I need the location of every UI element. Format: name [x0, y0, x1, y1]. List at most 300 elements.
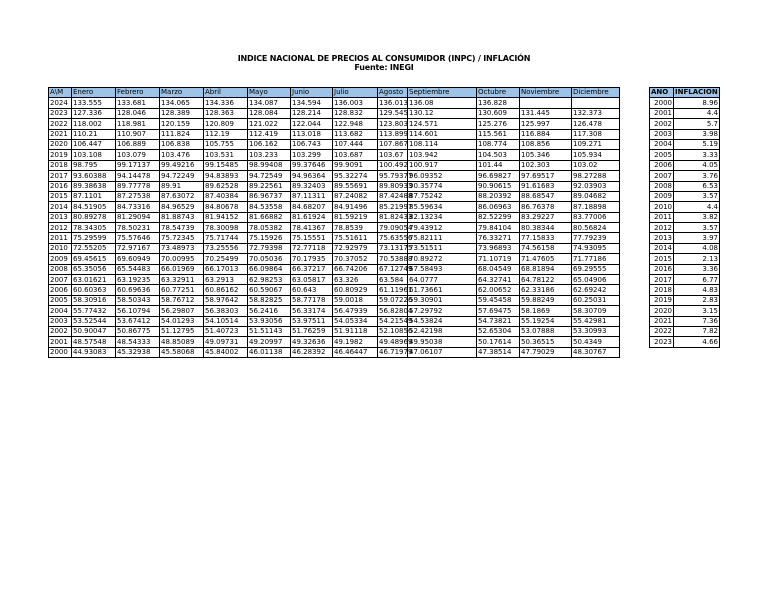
table-cell: 112.419	[248, 129, 291, 139]
table-cell: 70.89272	[408, 254, 477, 264]
table-row	[650, 150, 720, 160]
table-cell: 84.73316	[116, 202, 160, 212]
table-cell: 101.44	[477, 160, 520, 170]
table-cell: 125.997	[520, 119, 572, 129]
table-cell: 49.20997	[248, 337, 291, 347]
table-cell: 92.03903	[572, 181, 620, 191]
table-cell: 95.32274	[333, 171, 378, 181]
table-cell: 74.56158	[520, 243, 572, 253]
table-cell: 106.162	[248, 139, 291, 149]
table-cell: 114.601	[408, 129, 477, 139]
table-cell: 50.17614	[477, 337, 520, 347]
table-row	[49, 337, 620, 347]
row-year-cell: 2011	[650, 212, 674, 222]
row-year-cell: 2000	[49, 347, 72, 357]
table-cell: 57.29792	[408, 306, 477, 316]
table-cell: 108.774	[477, 139, 520, 149]
table-cell: 73.96893	[477, 243, 520, 253]
table-row	[49, 202, 620, 212]
table-cell: 98.27288	[572, 171, 620, 181]
table-cell: 78.50231	[116, 223, 160, 233]
table-cell: 58.30916	[72, 295, 116, 305]
table-cell: 64.78122	[520, 275, 572, 285]
table-cell: 69.60949	[116, 254, 160, 264]
table-cell: 57.69475	[477, 306, 520, 316]
table-cell: 99.49216	[160, 160, 204, 170]
table-cell: 100.917	[408, 160, 477, 170]
row-year-cell: 2009	[49, 254, 72, 264]
table-row	[49, 139, 620, 149]
column-header: Junio	[291, 88, 333, 98]
table-cell: 63.01621	[72, 275, 116, 285]
table-row	[49, 285, 620, 295]
table-cell: 99.15485	[204, 160, 248, 170]
table-cell: 3.98	[674, 129, 720, 139]
row-year-cell: 2021	[650, 316, 674, 326]
table-cell: 73.13175	[379, 244, 413, 253]
table-cell: 3.76	[674, 171, 720, 181]
table-cell: 87.18898	[572, 202, 620, 212]
table-cell: 2.13	[674, 254, 720, 264]
table-cell: 53.52544	[72, 316, 116, 326]
table-cell: 81.82433	[379, 213, 413, 222]
row-year-cell: 2004	[650, 139, 674, 149]
table-cell: 87.27538	[116, 191, 160, 201]
table-cell: 48.54333	[116, 337, 160, 347]
table-cell: 59.88249	[520, 295, 572, 305]
row-year-cell: 2020	[650, 306, 674, 316]
row-year-cell: 2022	[650, 326, 674, 336]
table-cell: 79.43912	[408, 223, 477, 233]
row-year-cell: 2022	[49, 119, 72, 129]
table-cell: 72.92979	[333, 243, 378, 253]
table-cell: 85.59634	[408, 202, 477, 212]
table-cell: 134.065	[160, 98, 204, 108]
table-cell: 52.65304	[477, 326, 520, 336]
row-year-cell: 2021	[49, 129, 72, 139]
table-cell: 120.159	[160, 119, 204, 129]
table-row	[49, 171, 620, 181]
table-cell: 136.08	[408, 98, 477, 108]
table-cell: 72.55205	[72, 243, 116, 253]
table-cell: 73.51511	[408, 243, 477, 253]
table-cell: 103.67	[378, 150, 408, 160]
column-header: Febrero	[116, 88, 160, 98]
table-cell: 7.36	[674, 316, 720, 326]
table-cell: 134.594	[291, 98, 333, 108]
column-header: Julio	[333, 88, 378, 98]
table-cell: 53.93056	[248, 316, 291, 326]
table-cell: 54.10514	[204, 316, 248, 326]
table-cell: 52.10856	[379, 327, 413, 336]
table-row	[650, 171, 720, 181]
table-cell: 93.60388	[72, 171, 116, 181]
column-header: AÑO	[650, 88, 674, 98]
table-row	[650, 191, 720, 201]
table-cell: 99.37646	[291, 160, 333, 170]
table-cell: 117.308	[572, 129, 620, 139]
table-cell: 67.58493	[408, 264, 477, 274]
table-row	[49, 223, 620, 233]
table-cell: 99.17137	[116, 160, 160, 170]
table-cell: 63.2913	[204, 275, 248, 285]
table-cell: 58.97642	[204, 295, 248, 305]
table-cell: 51.51143	[248, 326, 291, 336]
table-cell: 122.044	[291, 119, 333, 129]
table-row	[650, 326, 720, 336]
table-cell: 87.11311	[291, 191, 333, 201]
table-cell: 4.08	[674, 243, 720, 253]
table-row	[650, 285, 720, 295]
table-cell: 103.02	[572, 160, 620, 170]
table-cell: 66.74206	[333, 264, 378, 274]
row-year-cell: 2017	[49, 171, 72, 181]
table-cell: 78.30098	[204, 223, 248, 233]
table-cell: 100.492	[379, 161, 408, 170]
table-row	[49, 98, 620, 108]
table-row	[49, 233, 620, 243]
table-cell: 70.25499	[204, 254, 248, 264]
table-cell: 58.30709	[572, 306, 620, 316]
table-cell: 134.087	[248, 98, 291, 108]
table-cell: 95.79377	[379, 171, 413, 180]
table-cell: 46.46447	[333, 347, 378, 357]
table-cell: 75.72345	[160, 233, 204, 243]
table-cell: 133.681	[116, 98, 160, 108]
table-cell: 111.824	[160, 129, 204, 139]
table-cell: 87.40384	[204, 191, 248, 201]
table-cell: 98.795	[72, 160, 116, 170]
table-cell: 60.59067	[248, 285, 291, 295]
table-cell: 103.687	[333, 150, 378, 160]
table-cell: 58.50343	[116, 295, 160, 305]
row-year-cell: 2005	[49, 295, 72, 305]
table-cell: 65.54483	[116, 264, 160, 274]
table-cell: 73.25556	[204, 243, 248, 253]
table-cell: 86.76378	[520, 202, 572, 212]
table-cell: 118.002	[72, 119, 116, 129]
page-subtitle: Fuente: INEGI	[354, 63, 414, 72]
table-cell: 51.12795	[160, 326, 204, 336]
table-cell: 3.57	[674, 191, 720, 201]
table-cell: 60.80929	[333, 285, 378, 295]
table-cell: 75.82111	[408, 233, 477, 243]
table-cell: 75.15551	[291, 233, 333, 243]
table-cell: 50.90047	[72, 326, 116, 336]
table-cell: 129.545	[379, 109, 408, 118]
column-header: Abril	[204, 88, 248, 98]
table-cell: 84.96529	[160, 202, 204, 212]
table-row	[650, 243, 720, 253]
table-cell: 78.54739	[160, 223, 204, 233]
table-cell: 46.01138	[248, 347, 291, 357]
table-cell: 75.15926	[248, 233, 291, 243]
table-cell: 128.084	[248, 108, 291, 118]
table-cell: 102.303	[520, 160, 572, 170]
column-header: Marzo	[160, 88, 204, 98]
table-cell: 3.82	[674, 212, 720, 222]
table-cell: 49.09731	[204, 337, 248, 347]
table-cell: 113.018	[291, 129, 333, 139]
table-cell: 4.83	[674, 285, 720, 295]
table-cell: 62.33186	[520, 285, 572, 295]
table-cell: 79.84104	[477, 223, 520, 233]
table-cell: 71.77186	[572, 254, 620, 264]
table-cell: 81.29094	[116, 212, 160, 222]
table-cell: 56.47939	[333, 306, 378, 316]
table-cell: 45.58068	[160, 347, 204, 357]
table-cell: 80.89278	[72, 212, 116, 222]
table-cell: 56.10794	[116, 306, 160, 316]
table-cell: 62.69242	[572, 285, 620, 295]
table-cell: 62.00652	[477, 285, 520, 295]
row-year-cell: 2016	[49, 181, 72, 191]
row-year-cell: 2013	[650, 233, 674, 243]
table-cell: 88.68547	[520, 191, 572, 201]
table-cell: 52.42198	[408, 326, 477, 336]
table-cell: 77.15833	[520, 233, 572, 243]
table-cell	[520, 98, 572, 108]
table-cell: 58.82825	[248, 295, 291, 305]
table-cell: 63.05817	[291, 275, 333, 285]
row-year-cell: 2008	[650, 181, 674, 191]
table-cell: 4.05	[674, 160, 720, 170]
table-cell: 67.12749	[379, 265, 413, 274]
row-year-cell: 2007	[49, 275, 72, 285]
table-row	[49, 160, 620, 170]
table-cell: 87.63072	[160, 191, 204, 201]
table-cell: 86.96737	[248, 191, 291, 201]
table-cell: 113.682	[333, 129, 378, 139]
column-header: Septiembre	[408, 88, 477, 98]
table-cell: 2.83	[674, 295, 720, 305]
table-cell: 72.79398	[248, 243, 291, 253]
table-cell: 71.47605	[520, 254, 572, 264]
row-year-cell: 2003	[49, 316, 72, 326]
table-row	[49, 119, 620, 129]
table-cell: 87.1101	[72, 191, 116, 201]
table-cell: 49.1982	[333, 337, 378, 347]
table-cell: 75.63556	[379, 233, 413, 242]
table-cell: 46.71979	[379, 348, 413, 357]
table-cell: 49.48969	[379, 337, 413, 346]
table-cell: 72.77118	[291, 243, 333, 253]
table-cell: 70.05036	[248, 254, 291, 264]
table-row	[49, 212, 620, 222]
table-cell: 63.19235	[116, 275, 160, 285]
row-year-cell: 2003	[650, 129, 674, 139]
table-cell: 73.48973	[160, 243, 204, 253]
table-cell: 61.73661	[408, 285, 477, 295]
table-cell: 62.98253	[248, 275, 291, 285]
table-row	[650, 275, 720, 285]
row-year-cell: 2014	[49, 202, 72, 212]
table-cell: 87.24082	[333, 191, 378, 201]
table-row	[650, 254, 720, 264]
table-cell: 89.91	[160, 181, 204, 191]
table-cell: 121.022	[248, 119, 291, 129]
table-cell: 78.05382	[248, 223, 291, 233]
row-year-cell: 2007	[650, 171, 674, 181]
table-row	[650, 98, 720, 108]
table-cell: 88.20392	[477, 191, 520, 201]
table-cell: 97.69517	[520, 171, 572, 181]
table-cell: 60.25031	[572, 295, 620, 305]
table-cell: 108.856	[520, 139, 572, 149]
table-cell: 115.561	[477, 129, 520, 139]
table-cell: 44.93083	[72, 347, 116, 357]
table-row	[49, 150, 620, 160]
table-cell: 55.42981	[572, 316, 620, 326]
table-header-row	[49, 88, 620, 98]
table-cell: 128.214	[291, 108, 333, 118]
table-cell: 82.13234	[408, 212, 477, 222]
table-cell: 48.57548	[72, 337, 116, 347]
table-cell: 59.07226	[379, 296, 413, 305]
table-row	[49, 326, 620, 336]
inpc-table	[48, 87, 620, 358]
table-cell: 55.77432	[72, 306, 116, 316]
table-row	[650, 264, 720, 274]
table-cell: 132.373	[572, 108, 620, 118]
table-cell: 45.32938	[116, 347, 160, 357]
table-cell: 4.66	[674, 337, 720, 347]
row-year-cell: 2016	[650, 264, 674, 274]
table-cell: 105.755	[204, 139, 248, 149]
table-cell: 136.003	[333, 98, 378, 108]
table-row	[650, 233, 720, 243]
table-cell: 81.61924	[291, 212, 333, 222]
row-year-cell: 2018	[49, 160, 72, 170]
table-row	[49, 264, 620, 274]
table-cell: 98.99408	[248, 160, 291, 170]
table-cell: 96.09352	[408, 171, 477, 181]
row-year-cell: 2015	[650, 254, 674, 264]
table-cell: 60.643	[291, 285, 333, 295]
row-year-cell: 2001	[650, 108, 674, 118]
table-row	[650, 139, 720, 149]
table-cell: 109.271	[572, 139, 620, 149]
column-header: Agosto	[378, 88, 408, 98]
table-cell: 70.53888	[379, 254, 413, 263]
table-cell: 64.0777	[408, 275, 477, 285]
table-cell: 53.97511	[291, 316, 333, 326]
table-cell: 84.68207	[291, 202, 333, 212]
table-cell: 8.96	[674, 98, 720, 108]
row-year-cell: 2011	[49, 233, 72, 243]
table-cell: 64.32741	[477, 275, 520, 285]
table-cell: 4.4	[674, 202, 720, 212]
table-cell: 70.00995	[160, 254, 204, 264]
row-year-cell: 2020	[49, 139, 72, 149]
table-cell: 78.34305	[72, 223, 116, 233]
column-header: Diciembre	[572, 88, 620, 98]
table-cell: 71.10719	[477, 254, 520, 264]
table-cell: 107.867	[379, 140, 408, 149]
column-header: A\M	[49, 88, 72, 98]
table-cell: 63.584	[378, 275, 408, 285]
column-header: Mayo	[248, 88, 291, 98]
table-cell: 3.33	[674, 150, 720, 160]
table-cell: 54.73821	[477, 316, 520, 326]
table-cell: 59.45458	[477, 295, 520, 305]
table-cell: 113.899	[379, 130, 408, 139]
table-cell: 49.32636	[291, 337, 333, 347]
table-cell: 72.97167	[116, 243, 160, 253]
row-year-cell: 2015	[49, 191, 72, 201]
table-cell: 7.82	[674, 326, 720, 336]
table-cell: 84.80678	[204, 202, 248, 212]
table-cell: 58.77178	[291, 295, 333, 305]
table-row	[49, 243, 620, 253]
table-cell: 118.981	[116, 119, 160, 129]
table-cell: 50.4349	[572, 337, 620, 347]
table-cell: 3.36	[674, 264, 720, 274]
table-cell	[572, 98, 620, 108]
table-cell: 5.19	[674, 139, 720, 149]
table-cell: 120.809	[204, 119, 248, 129]
table-cell: 60.77251	[160, 285, 204, 295]
table-cell: 78.41367	[291, 223, 333, 233]
table-cell: 60.69636	[116, 285, 160, 295]
table-cell: 128.046	[116, 108, 160, 118]
table-cell: 53.07888	[520, 326, 572, 336]
row-year-cell: 2019	[49, 150, 72, 160]
table-cell: 45.84002	[204, 347, 248, 357]
row-year-cell: 2017	[650, 275, 674, 285]
table-cell: 46.28392	[291, 347, 333, 357]
table-row	[650, 212, 720, 222]
table-row	[49, 347, 620, 357]
table-row	[49, 254, 620, 264]
row-year-cell: 2006	[650, 160, 674, 170]
table-cell: 66.37217	[291, 264, 333, 274]
row-year-cell: 2010	[650, 202, 674, 212]
table-cell: 136.828	[477, 98, 520, 108]
row-year-cell: 2002	[49, 326, 72, 336]
table-row	[49, 316, 620, 326]
table-cell: 58.1869	[520, 306, 572, 316]
table-row	[49, 108, 620, 118]
table-cell: 83.29227	[520, 212, 572, 222]
table-cell: 103.531	[204, 150, 248, 160]
table-cell: 48.85089	[160, 337, 204, 347]
table-cell: 56.2416	[248, 306, 291, 316]
table-cell: 80.38344	[520, 223, 572, 233]
table-cell: 5.7	[674, 119, 720, 129]
table-cell: 54.21549	[379, 317, 413, 326]
table-cell: 66.17013	[204, 264, 248, 274]
table-cell: 65.35056	[72, 264, 116, 274]
table-cell: 134.336	[204, 98, 248, 108]
table-cell: 106.447	[72, 139, 116, 149]
table-cell: 56.82804	[379, 306, 413, 315]
table-row	[49, 306, 620, 316]
table-cell: 128.832	[333, 108, 378, 118]
row-year-cell: 2004	[49, 306, 72, 316]
table-cell: 130.609	[477, 108, 520, 118]
table-cell: 106.889	[116, 139, 160, 149]
row-year-cell: 2002	[650, 119, 674, 129]
table-cell: 99.9091	[333, 160, 378, 170]
table-cell: 47.38514	[477, 347, 520, 357]
table-cell: 66.09864	[248, 264, 291, 274]
table-cell: 80.56824	[572, 223, 620, 233]
row-year-cell: 2023	[49, 108, 72, 118]
table-cell: 74.93095	[572, 243, 620, 253]
table-row	[650, 295, 720, 305]
table-cell: 130.12	[408, 108, 477, 118]
